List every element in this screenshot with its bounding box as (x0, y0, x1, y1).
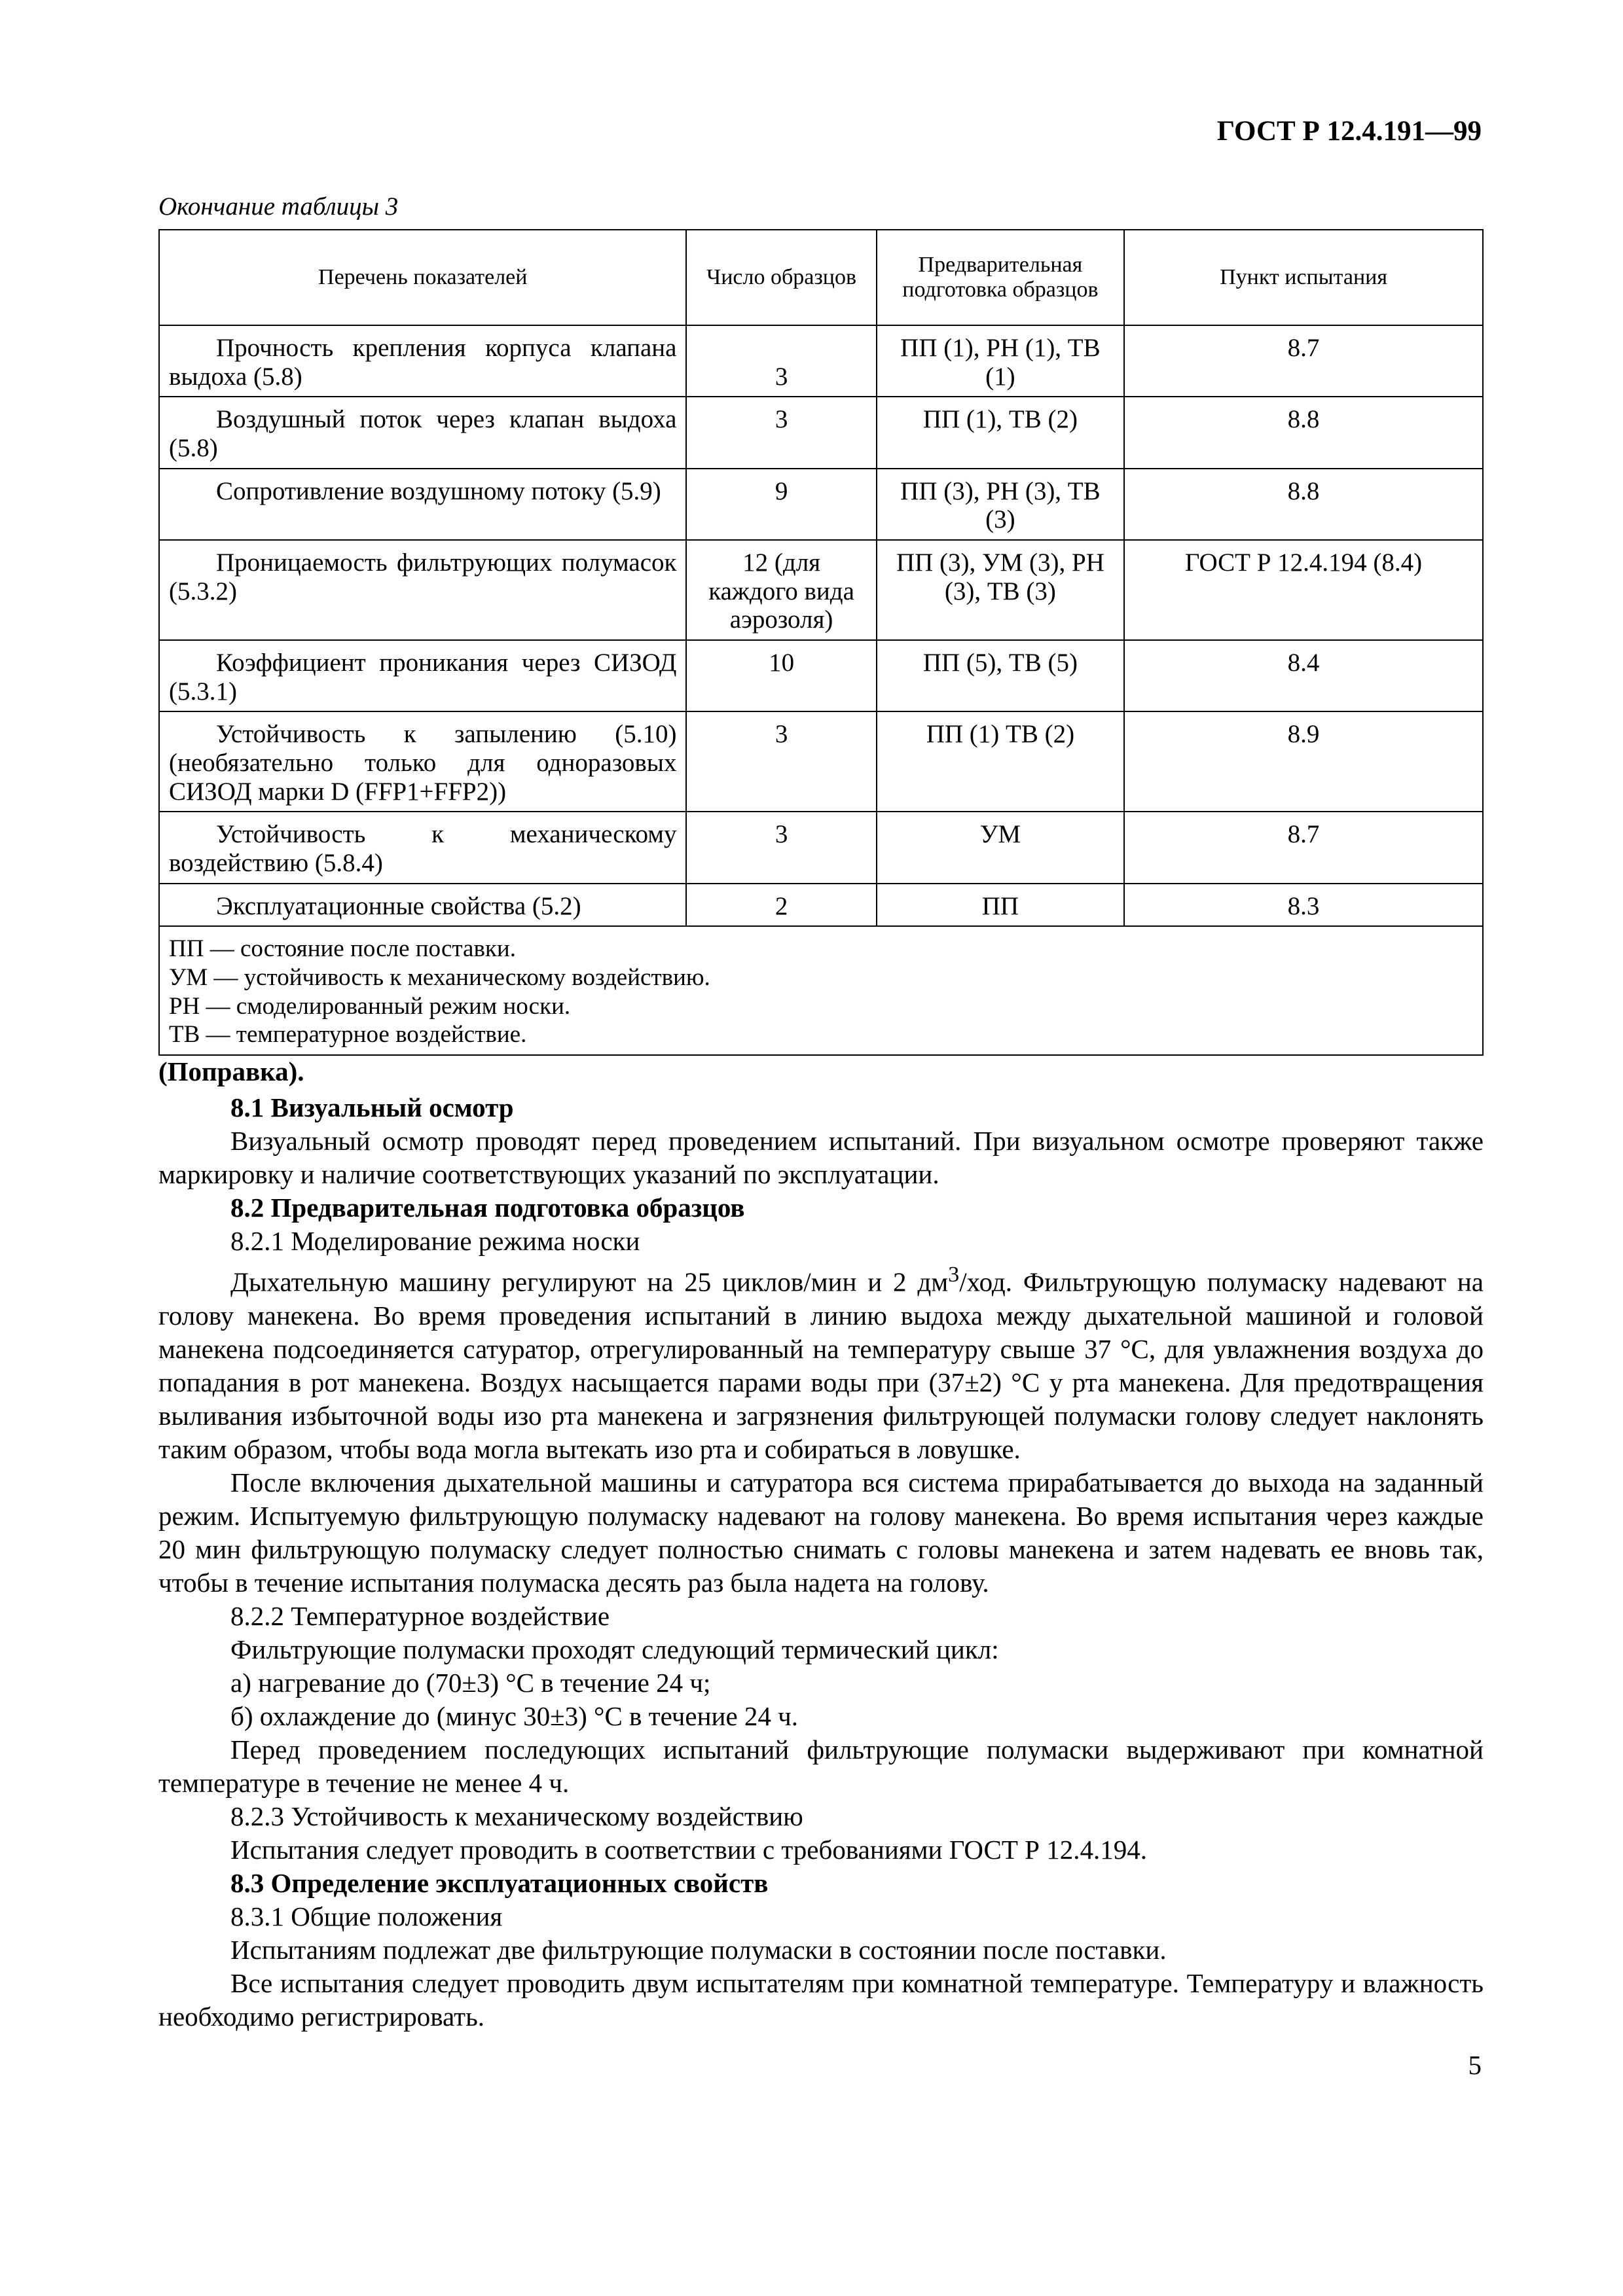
paragraph: Испытания следует проводить в соответствии с требованиями ГОСТ Р 12.4.194. (230, 1834, 1147, 1865)
row-indicator: Устойчивость к механическому воздействию (5.8.4) (169, 820, 677, 878)
table-row (159, 540, 1483, 640)
amendment-note: (Поправка). (158, 1056, 304, 1086)
paragraph: Визуальный осмотр проводят перед проведением испытаний. При визуальном осмотре проверяют также маркировку и наличие соответствующих указаний по эксплуатации. (158, 1126, 1484, 1189)
paragraph: Испытаниям подлежат две фильтрующие полумаски в состоянии после поставки. (230, 1934, 1167, 1965)
subsection-heading-8-2-2: 8.2.2 Температурное воздействие (230, 1600, 610, 1631)
column-header-count: Число образцов (686, 230, 876, 325)
legend-item: УМ — устойчивость к механическому воздействию. (169, 964, 710, 992)
table-row (159, 640, 1483, 711)
column-header-indicators: Перечень показателей (159, 230, 686, 325)
row-count: 2 (686, 884, 876, 927)
superscript: 3 (948, 1263, 960, 1287)
legend-item: ТВ — температурное воздействие. (169, 1021, 527, 1049)
row-clause: 8.4 (1124, 640, 1483, 711)
paragraph (158, 1258, 1484, 1466)
row-indicator: Проницаемость фильтрующих полумасок (5.3.2) (169, 548, 677, 605)
row-clause: 8.8 (1124, 397, 1483, 468)
paragraph-part: Дыхательную машину регулируют на 25 циклов/мин и 2 дм (230, 1266, 949, 1297)
row-clause: 8.8 (1124, 469, 1483, 540)
row-indicator: Устойчивость к запылению (5.10) (необязательно только для одноразовых СИЗОД марки D (FFP1+FFP2)) (169, 720, 677, 806)
list-item: а) нагревание до (70±3) °С в течение 24 ч; (230, 1667, 711, 1698)
subsection-heading-8-3-1: 8.3.1 Общие положения (230, 1901, 503, 1931)
row-clause: 8.7 (1124, 812, 1483, 883)
section-heading-8-2: 8.2 Предварительная подготовка образцов (230, 1193, 745, 1223)
table-header-row (159, 230, 1483, 325)
table-row (159, 325, 1483, 397)
row-preparation: УМ (877, 812, 1124, 883)
row-preparation: ПП (1), РН (1), ТВ (1) (877, 325, 1124, 397)
row-indicator: Прочность крепления корпуса клапана выдоха (5.8) (169, 334, 677, 391)
row-indicator: Сопротивление воздушному потоку (5.9) (216, 476, 661, 505)
row-count: 10 (686, 640, 876, 711)
legend-item: ПП — состояние после поставки. (169, 935, 516, 963)
table-legend-row (159, 926, 1483, 1055)
row-clause: ГОСТ Р 12.4.194 (8.4) (1124, 540, 1483, 640)
table-legend (159, 926, 1483, 1055)
row-preparation: ПП (3), УМ (3), РН (3), ТВ (3) (877, 540, 1124, 640)
subsection-heading-8-2-3: 8.2.3 Устойчивость к механическому воздействию (230, 1801, 803, 1831)
column-header-preparation: Предварительная подготовка образцов (877, 230, 1124, 325)
table-row (159, 884, 1483, 927)
row-count: 3 (686, 397, 876, 468)
table-row (159, 711, 1483, 812)
row-count: 12 (для каждого вида аэрозоля) (686, 540, 876, 640)
row-count: 3 (686, 812, 876, 883)
paragraph-part: /ход. Фильтрующую полумаску надевают на голову манекена. Во время проведения испытаний в линию выдоха между дыхательной машиной и головой манекена подсоединяется сатуратор, отрегулированный на температуру свыше 37 °С, для увлажнения воздуха до попадания в рот манекена. Воздух насыщается парами воды при (37±2) °С у рта манекена. Для предотвращения выливания избыточной воды изо рта манекена и загрязнения фильтрующей полумаски голову следует наклонять таким образом, чтобы вода могла вытекать изо рта и собираться в ловушке. (158, 1266, 1484, 1464)
row-clause: 8.3 (1124, 884, 1483, 927)
row-preparation: ПП (3), РН (3), ТВ (3) (877, 469, 1124, 540)
paragraph: Перед проведением последующих испытаний фильтрующие полумаски выдерживают при комнатной температуре в течение не менее 4 ч. (158, 1734, 1484, 1798)
paragraph: После включения дыхательной машины и сатуратора вся система прирабатывается до выхода на заданный режим. Испытуемую фильтрующую полумаску надевают на голову манекена. Во время испытания через каждые 20 мин фильтрующую полумаску следует полностью снимать с головы манекена и затем надевать ее вновь так, чтобы в течение испытания полумаска десять раз была надета на голову. (158, 1467, 1484, 1598)
row-indicator: Воздушный поток через клапан выдоха (5.8) (169, 405, 677, 463)
row-preparation: ПП (1), ТВ (2) (877, 397, 1124, 468)
section-heading-8-1: 8.1 Визуальный осмотр (230, 1092, 514, 1122)
document-body (158, 1055, 1484, 2034)
document-code: ГОСТ Р 12.4.191—99 (1216, 116, 1482, 147)
column-header-clause: Пункт испытания (1124, 230, 1483, 325)
row-indicator: Эксплуатационные свойства (5.2) (216, 891, 581, 920)
row-clause: 8.7 (1124, 325, 1483, 397)
page-number: 5 (1468, 2050, 1482, 2080)
indicators-table (158, 229, 1484, 1056)
table-caption: Окончание таблицы 3 (158, 192, 399, 221)
legend-item: РН — смоделированный режим носки. (169, 992, 571, 1020)
row-preparation: ПП (877, 884, 1124, 927)
paragraph: Фильтрующие полумаски проходят следующий термический цикл: (230, 1634, 999, 1664)
table-row (159, 469, 1483, 540)
row-preparation: ПП (1) ТВ (2) (877, 711, 1124, 812)
row-clause: 8.9 (1124, 711, 1483, 812)
list-item: б) охлаждение до (минус 30±3) °С в течение 24 ч. (230, 1700, 799, 1731)
paragraph: Все испытания следует проводить двум испытателям при комнатной температуре. Температуру и влажность необходимо регистрировать. (158, 1967, 1484, 2032)
table-row (159, 812, 1483, 883)
subsection-heading-8-2-1: 8.2.1 Моделирование режима носки (230, 1226, 640, 1256)
row-count: 3 (686, 325, 876, 397)
table-row (159, 397, 1483, 468)
row-count: 3 (686, 711, 876, 812)
row-preparation: ПП (5), ТВ (5) (877, 640, 1124, 711)
section-heading-8-3: 8.3 Определение эксплуатационных свойств (230, 1867, 769, 1898)
row-count: 9 (686, 469, 876, 540)
row-indicator: Коэффициент проникания через СИЗОД (5.3.1) (169, 649, 677, 706)
